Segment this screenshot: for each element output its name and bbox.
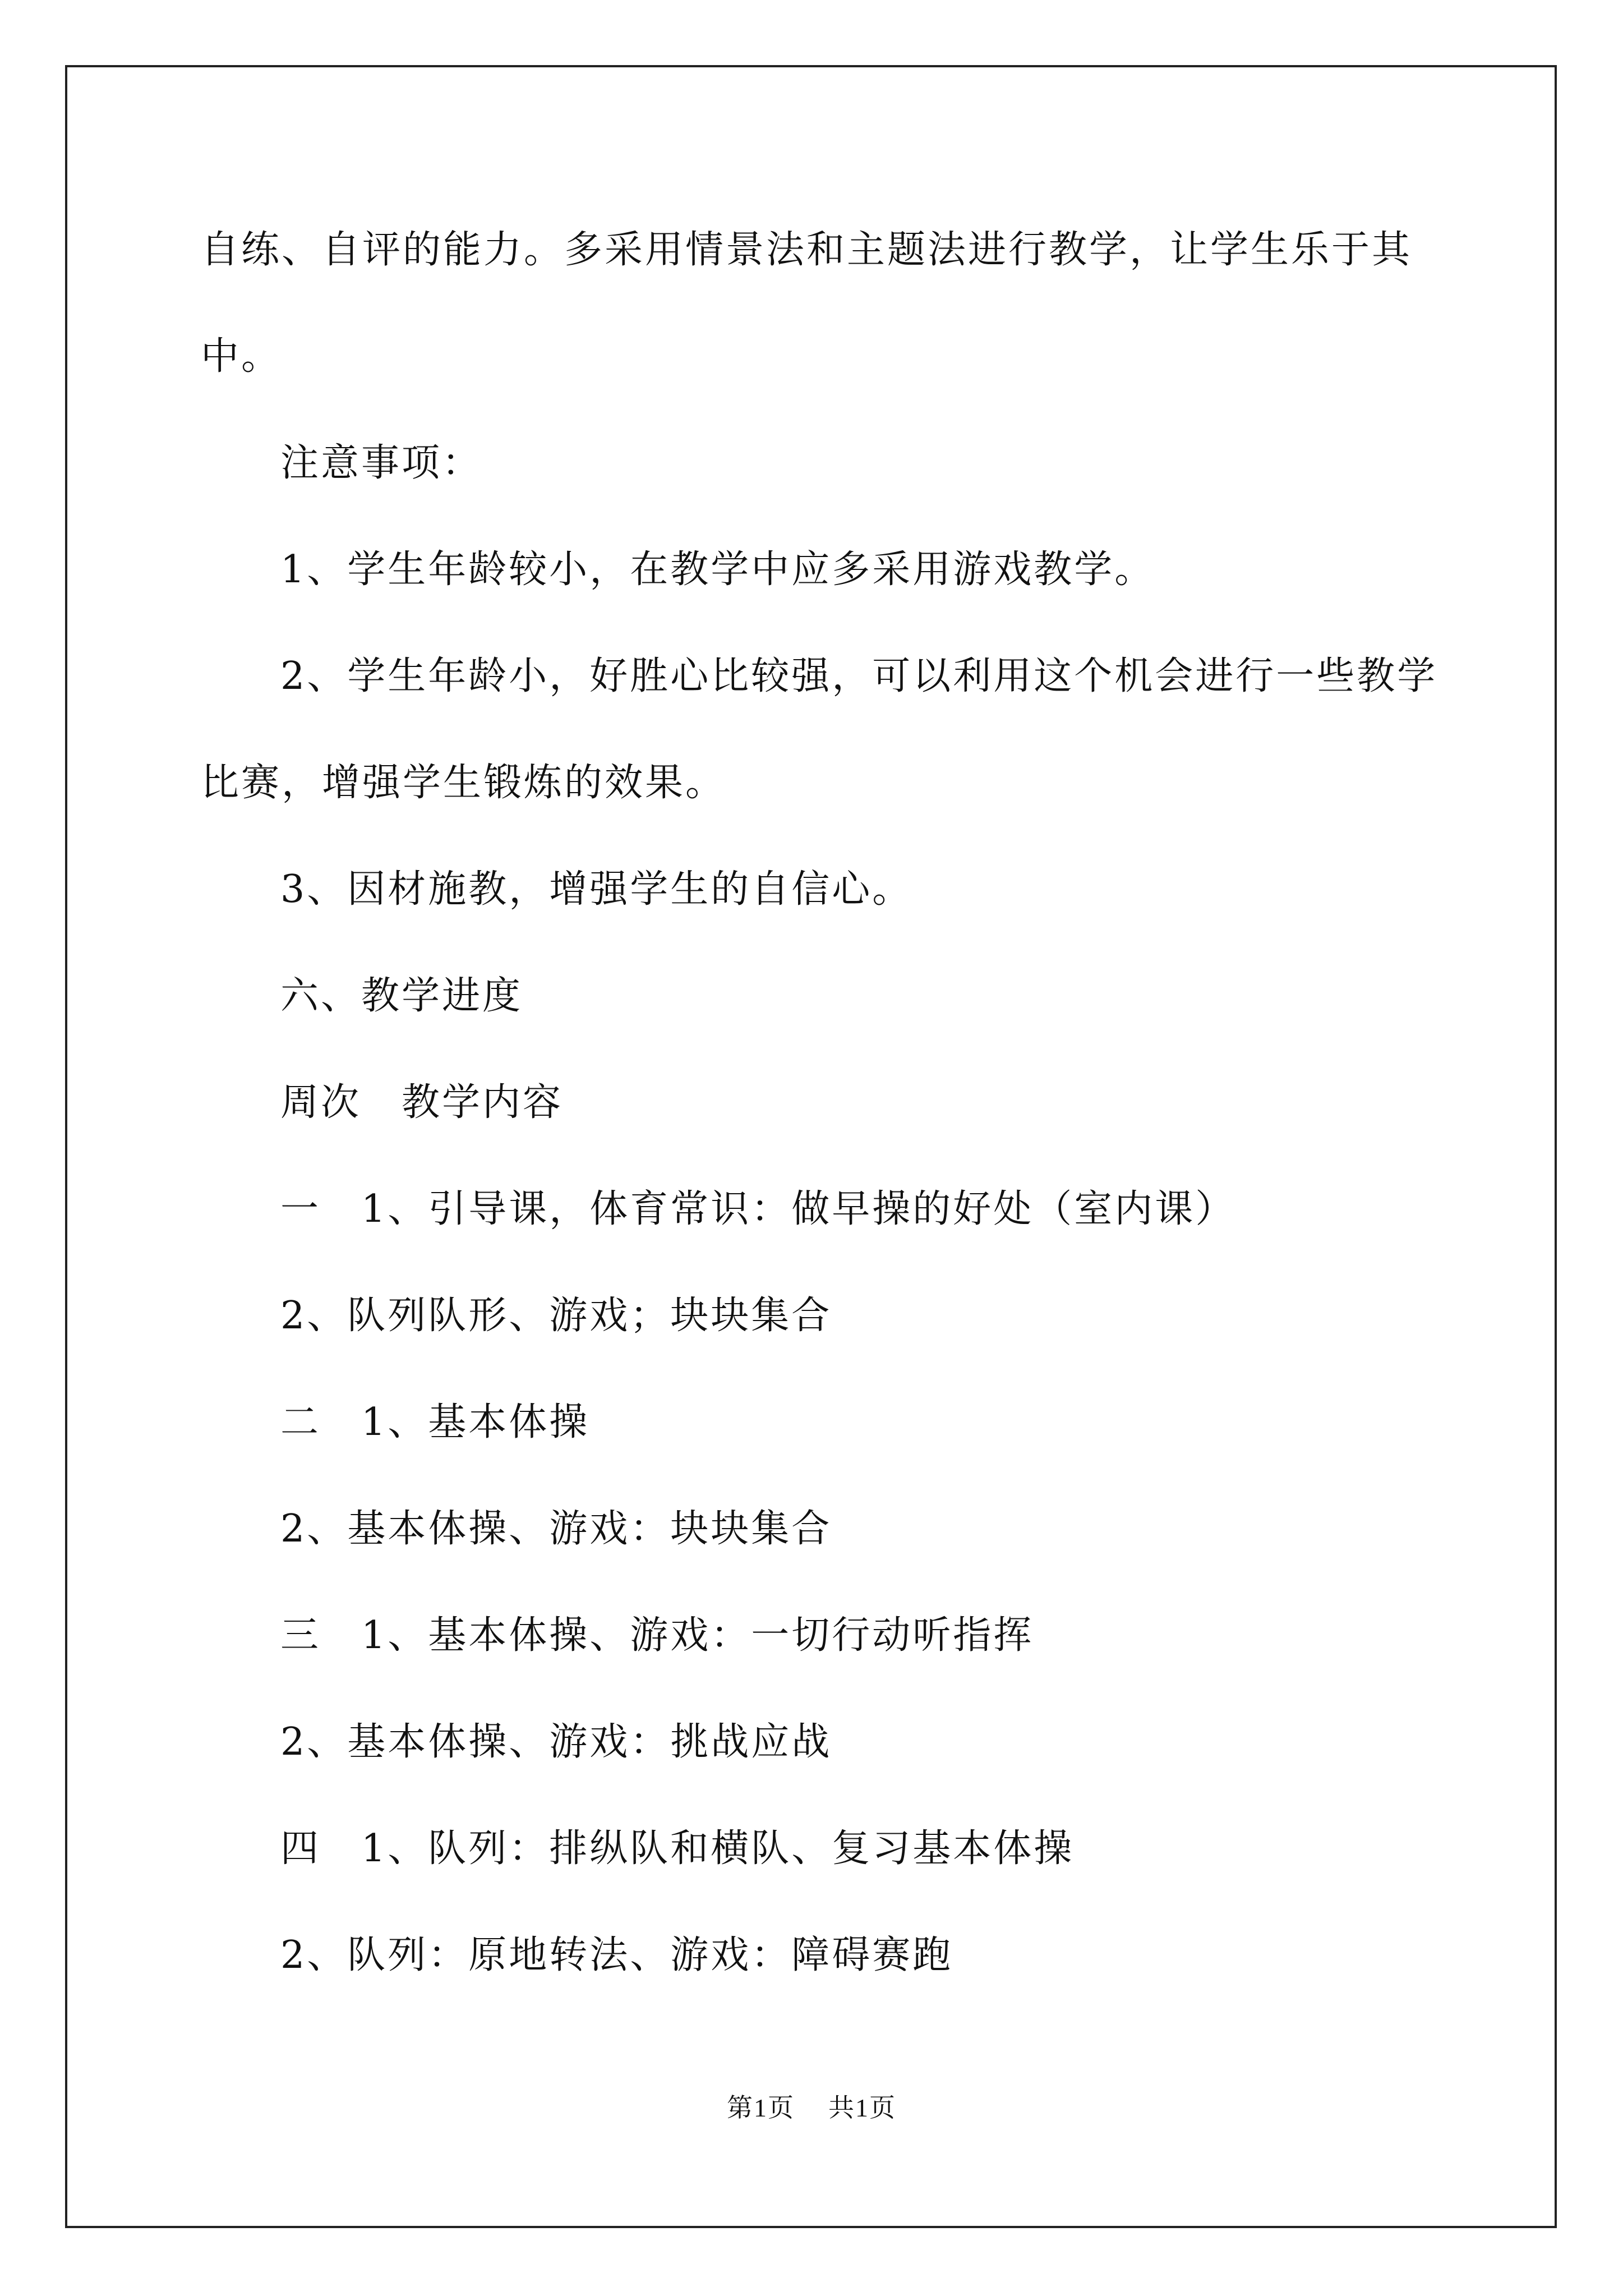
schedule-week-1-item-1: 一 1、引导课，体育常识：做早操的好处（室内课） (280, 1187, 1236, 1231)
note-item-2: 2、学生年龄小，好胜心比较强，可以利用这个机会进行一些教学 (280, 654, 1438, 698)
schedule-week-2-item-2: 2、基本体操、游戏：块块集合 (280, 1507, 832, 1551)
page-number-total: 共1页 (828, 2093, 896, 2122)
note-item-2-continued: 比赛，增强学生锻炼的效果。 (201, 761, 726, 805)
paragraph-line-1: 自练、自评的能力。多采用情景法和主题法进行教学，让学生乐于其 (201, 228, 1413, 272)
page-footer (0, 2092, 1623, 2124)
schedule-week-4-item-2: 2、队列：原地转法、游戏：障碍赛跑 (280, 1933, 953, 1977)
schedule-week-3-item-2: 2、基本体操、游戏：挑战应战 (280, 1720, 832, 1764)
note-item-3: 3、因材施教，增强学生的自信心。 (280, 867, 913, 912)
schedule-week-2-item-1: 二 1、基本体操 (280, 1400, 590, 1444)
paragraph-line-2: 中。 (201, 334, 282, 379)
schedule-week-4-item-1: 四 1、队列：排纵队和横队、复习基本体操 (280, 1826, 1075, 1871)
page-number-current: 第1页 (727, 2093, 795, 2122)
schedule-header: 周次 教学内容 (280, 1080, 564, 1125)
schedule-week-3-item-1: 三 1、基本体操、游戏：一切行动听指挥 (280, 1613, 1034, 1658)
schedule-week-1-item-2: 2、队列队形、游戏；块块集合 (280, 1294, 832, 1338)
page-border (65, 65, 1557, 2228)
note-item-1: 1、学生年龄较小，在教学中应多采用游戏教学。 (280, 547, 1155, 592)
section-heading-notes: 注意事项： (280, 441, 483, 485)
section-heading-schedule: 六、教学进度 (280, 974, 523, 1018)
